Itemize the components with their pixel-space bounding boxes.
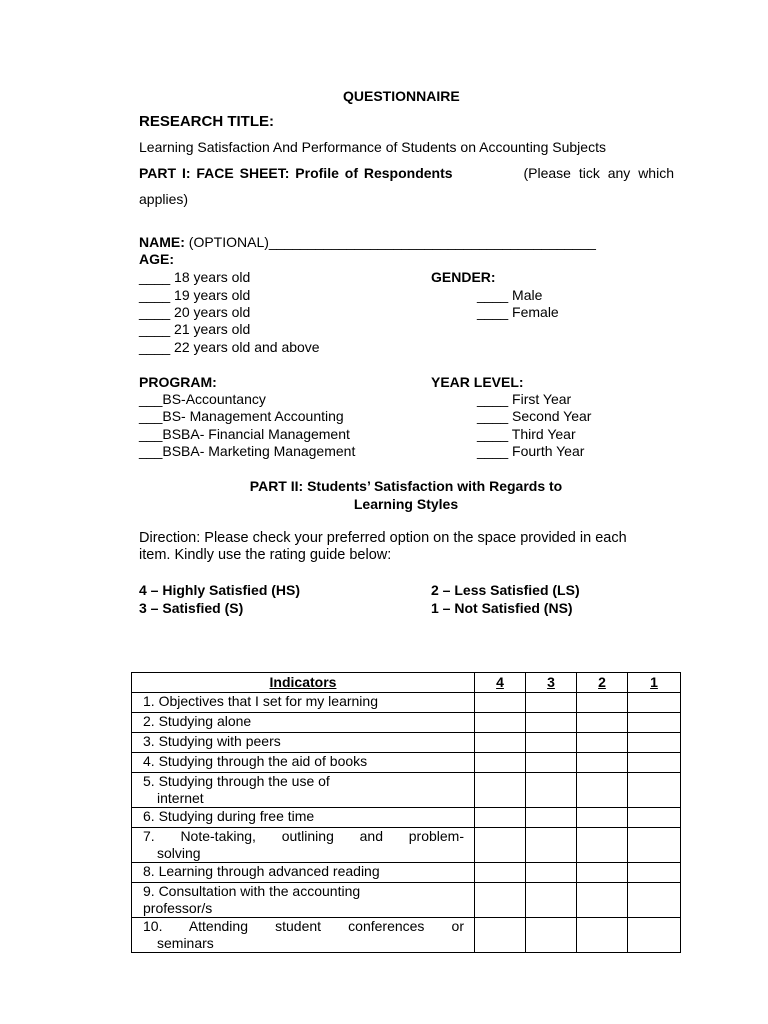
indicator-text-continued: professor/s bbox=[143, 900, 213, 916]
rating-guide-1: 1 – Not Satisfied (NS) bbox=[431, 600, 573, 616]
direction-line2: item. Kindly use the rating guide below: bbox=[139, 547, 392, 563]
rating-cell-2[interactable] bbox=[577, 713, 628, 733]
program-option[interactable]: ___BSBA- Marketing Management bbox=[139, 443, 356, 459]
header-indicators: Indicators bbox=[132, 673, 475, 693]
indicator-cell bbox=[132, 918, 475, 953]
gender-option-male[interactable]: ____ Male bbox=[477, 287, 543, 303]
table-row bbox=[132, 808, 681, 828]
research-title-label: RESEARCH TITLE: bbox=[139, 113, 274, 130]
rating-table bbox=[131, 672, 681, 953]
year-level-label: YEAR LEVEL: bbox=[431, 374, 524, 390]
rating-cell-4[interactable] bbox=[475, 918, 526, 953]
program-option[interactable]: ___BS- Management Accounting bbox=[139, 408, 344, 424]
indicator-text: 6. Studying during free time bbox=[143, 808, 315, 824]
rating-cell-4[interactable] bbox=[475, 828, 526, 863]
header-4: 4 bbox=[475, 673, 526, 693]
rating-cell-4[interactable] bbox=[475, 773, 526, 808]
indicator-cell bbox=[132, 693, 475, 713]
gender-option-female[interactable]: ____ Female bbox=[477, 304, 559, 320]
table-row bbox=[132, 693, 681, 713]
table-row bbox=[132, 713, 681, 733]
direction-line1: Direction: Please check your preferred option on the space provided in each bbox=[139, 530, 627, 546]
indicator-text: 9. Consultation with the accounting bbox=[143, 883, 361, 899]
indicator-text: 10. Attending student conferences or bbox=[143, 918, 464, 934]
name-field bbox=[139, 233, 596, 251]
rating-cell-3[interactable] bbox=[526, 883, 577, 918]
rating-cell-3[interactable] bbox=[526, 808, 577, 828]
rating-cell-1[interactable] bbox=[628, 918, 681, 953]
rating-cell-4[interactable] bbox=[475, 753, 526, 773]
rating-cell-3[interactable] bbox=[526, 753, 577, 773]
age-option[interactable]: ____ 22 years old and above bbox=[139, 339, 320, 355]
rating-cell-2[interactable] bbox=[577, 808, 628, 828]
indicator-cell bbox=[132, 713, 475, 733]
age-option[interactable]: ____ 21 years old bbox=[139, 321, 251, 337]
indicator-text: 3. Studying with peers bbox=[143, 733, 281, 749]
age-label: AGE: bbox=[139, 251, 174, 267]
rating-cell-2[interactable] bbox=[577, 773, 628, 808]
indicator-text: 7. Note-taking, outlining and problem- bbox=[143, 828, 464, 844]
table-row bbox=[132, 863, 681, 883]
rating-cell-1[interactable] bbox=[628, 713, 681, 733]
table-row bbox=[132, 773, 681, 808]
rating-cell-2[interactable] bbox=[577, 918, 628, 953]
rating-cell-2[interactable] bbox=[577, 883, 628, 918]
rating-cell-1[interactable] bbox=[628, 828, 681, 863]
indicator-cell bbox=[132, 733, 475, 753]
header-2: 2 bbox=[577, 673, 628, 693]
part1-note: (Please tick any which bbox=[523, 165, 674, 181]
part2-heading-line1: PART II: Students’ Satisfaction with Regards to bbox=[249, 478, 563, 494]
table-row bbox=[132, 828, 681, 863]
rating-cell-1[interactable] bbox=[628, 693, 681, 713]
indicator-text: 1. Objectives that I set for my learning bbox=[143, 693, 378, 709]
age-option[interactable]: ____ 20 years old bbox=[139, 304, 251, 320]
program-option[interactable]: ___BS-Accountancy bbox=[139, 391, 266, 407]
indicator-text: 8. Learning through advanced reading bbox=[143, 863, 380, 879]
indicator-text: 5. Studying through the use of bbox=[143, 773, 330, 789]
rating-cell-3[interactable] bbox=[526, 733, 577, 753]
name-label: NAME: bbox=[139, 234, 185, 250]
rating-cell-4[interactable] bbox=[475, 808, 526, 828]
document-title: QUESTIONNAIRE bbox=[343, 88, 460, 104]
rating-cell-1[interactable] bbox=[628, 733, 681, 753]
program-option[interactable]: ___BSBA- Financial Management bbox=[139, 426, 350, 442]
rating-cell-2[interactable] bbox=[577, 753, 628, 773]
rating-cell-4[interactable] bbox=[475, 733, 526, 753]
year-level-option[interactable]: ____ Fourth Year bbox=[477, 443, 585, 459]
research-title: Learning Satisfaction And Performance of Students on Accounting Subjects bbox=[139, 139, 606, 155]
part1-note-continued: applies) bbox=[139, 191, 189, 207]
rating-cell-3[interactable] bbox=[526, 713, 577, 733]
indicator-text-continued: internet bbox=[157, 790, 204, 806]
table-row bbox=[132, 883, 681, 918]
part1-line bbox=[139, 164, 674, 182]
age-option[interactable]: ____ 19 years old bbox=[139, 287, 251, 303]
table-row bbox=[132, 918, 681, 953]
rating-cell-1[interactable] bbox=[628, 753, 681, 773]
indicator-cell bbox=[132, 883, 475, 918]
indicator-text-continued: seminars bbox=[157, 935, 214, 951]
indicator-text: 2. Studying alone bbox=[143, 713, 252, 729]
rating-cell-3[interactable] bbox=[526, 693, 577, 713]
year-level-option[interactable]: ____ Third Year bbox=[477, 426, 576, 442]
indicator-cell bbox=[132, 753, 475, 773]
rating-cell-1[interactable] bbox=[628, 808, 681, 828]
indicator-cell bbox=[132, 773, 475, 808]
indicator-cell bbox=[132, 828, 475, 863]
rating-cell-4[interactable] bbox=[475, 863, 526, 883]
rating-cell-1[interactable] bbox=[628, 773, 681, 808]
indicator-cell bbox=[132, 808, 475, 828]
rating-cell-4[interactable] bbox=[475, 693, 526, 713]
rating-cell-4[interactable] bbox=[475, 713, 526, 733]
rating-cell-1[interactable] bbox=[628, 863, 681, 883]
name-input-line[interactable]: (OPTIONAL)__________________________________________ bbox=[188, 234, 596, 250]
indicator-text-continued: solving bbox=[157, 845, 201, 861]
indicator-text: 4. Studying through the aid of books bbox=[143, 753, 368, 769]
rating-guide-3: 3 – Satisfied (S) bbox=[139, 600, 244, 616]
part1-heading: PART I: FACE SHEET: Profile of Respondents bbox=[139, 165, 453, 181]
rating-cell-3[interactable] bbox=[526, 773, 577, 808]
rating-cell-1[interactable] bbox=[628, 883, 681, 918]
rating-cell-2[interactable] bbox=[577, 733, 628, 753]
part2-heading-line2: Learning Styles bbox=[353, 496, 459, 512]
age-option[interactable]: ____ 18 years old bbox=[139, 269, 251, 285]
year-level-option[interactable]: ____ First Year bbox=[477, 391, 572, 407]
gender-label: GENDER: bbox=[431, 269, 496, 285]
rating-cell-2[interactable] bbox=[577, 863, 628, 883]
rating-guide-4: 4 – Highly Satisfied (HS) bbox=[139, 582, 301, 598]
rating-guide-2: 2 – Less Satisfied (LS) bbox=[431, 582, 580, 598]
rating-cell-4[interactable] bbox=[475, 883, 526, 918]
rating-cell-3[interactable] bbox=[526, 918, 577, 953]
header-1: 1 bbox=[628, 673, 681, 693]
rating-cell-2[interactable] bbox=[577, 828, 628, 863]
rating-cell-2[interactable] bbox=[577, 693, 628, 713]
rating-cell-3[interactable] bbox=[526, 863, 577, 883]
rating-cell-3[interactable] bbox=[526, 828, 577, 863]
year-level-option[interactable]: ____ Second Year bbox=[477, 408, 592, 424]
table-header-row bbox=[132, 673, 681, 693]
table-row bbox=[132, 733, 681, 753]
program-label: PROGRAM: bbox=[139, 374, 217, 390]
table-row bbox=[132, 753, 681, 773]
indicator-cell bbox=[132, 863, 475, 883]
header-3: 3 bbox=[526, 673, 577, 693]
